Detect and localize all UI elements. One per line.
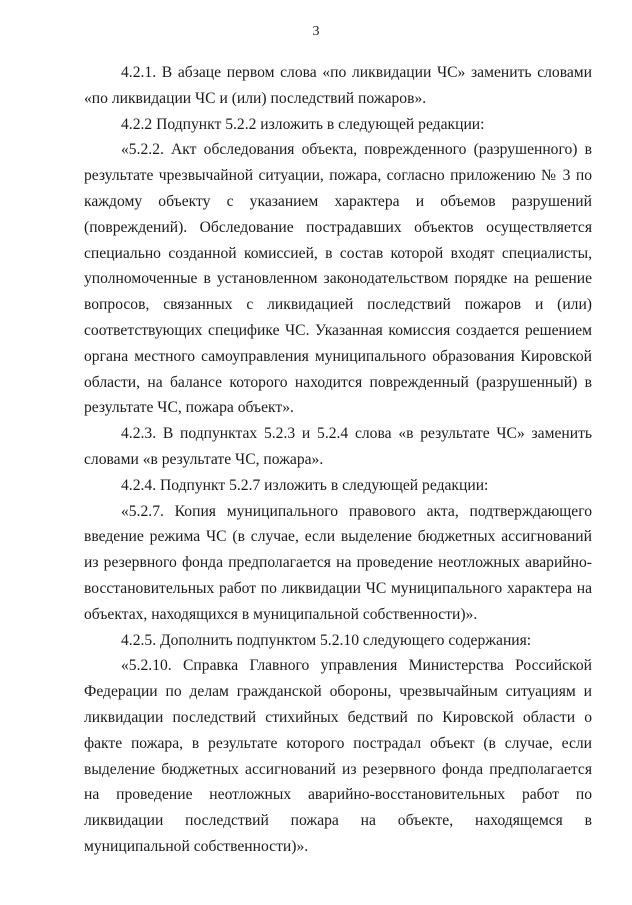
- paragraph-4-2-3: 4.2.3. В подпунктах 5.2.3 и 5.2.4 слова «в результате ЧС» заменить словами «в результате ЧС, пожара».: [84, 425, 592, 468]
- paragraph-4-2-2: 4.2.2 Подпункт 5.2.2 изложить в следующей редакции:: [121, 115, 485, 133]
- paragraph-4-2-5: 4.2.5. Дополнить подпунктом 5.2.10 следующего содержания:: [121, 631, 532, 649]
- document-body: [84, 60, 592, 860]
- page-number: 3: [312, 24, 320, 39]
- paragraph-4-2-4: 4.2.4. Подпункт 5.2.7 изложить в следующей редакции:: [121, 476, 489, 494]
- paragraph-5-2-7-quote: «5.2.7. Копия муниципального правового акта, подтверждающего введение режима ЧС (в случае, если выделение бюджетных ассигнований из резервного фонда предполагается на проведение неотложных аварийно-восстановительных работ по ликвидации ЧС муниципального характера на объектах, находящихся в муниципальной собственности)».: [84, 502, 592, 623]
- paragraph-5-2-10-quote: «5.2.10. Справка Главного управления Министерства Российской Федерации по делам гражданской обороны, чрезвычайным ситуациям и ликвидации последствий стихийных бедствий по Кировской области о факте пожара, в результате которого пострадал объект (в случае, если выделение бюджетных ассигнований из резервного фонда предполагается на проведение неотложных аварийно-восстановительных работ по ликвидации последствий пожара на объекте, находящемся в муниципальной собственности)».: [84, 657, 592, 855]
- paragraph-4-2-1: 4.2.1. В абзаце первом слова «по ликвидации ЧС» заменить словами «по ликвидации ЧС и (или) последствий пожаров».: [84, 64, 592, 107]
- paragraph-5-2-2-quote: «5.2.2. Акт обследования объекта, поврежденного (разрушенного) в результате чрезвычайной ситуации, пожара, согласно приложению № 3 по каждому объекту с указанием характера и объемов разрушений (повреждений). Обследование пострадавших объектов осуществляется специально созданной комиссией, в состав которой входят специалисты, уполномоченные в установленном законодательством порядке на решение вопросов, связанных с ликвидацией последствий пожаров и (или) соответствующих специфике ЧС. Указанная комиссия создается решением органа местного самоуправления муниципального образования Кировской области, на балансе которого находится поврежденный (разрушенный) в результате ЧС, пожара объект».: [84, 141, 592, 417]
